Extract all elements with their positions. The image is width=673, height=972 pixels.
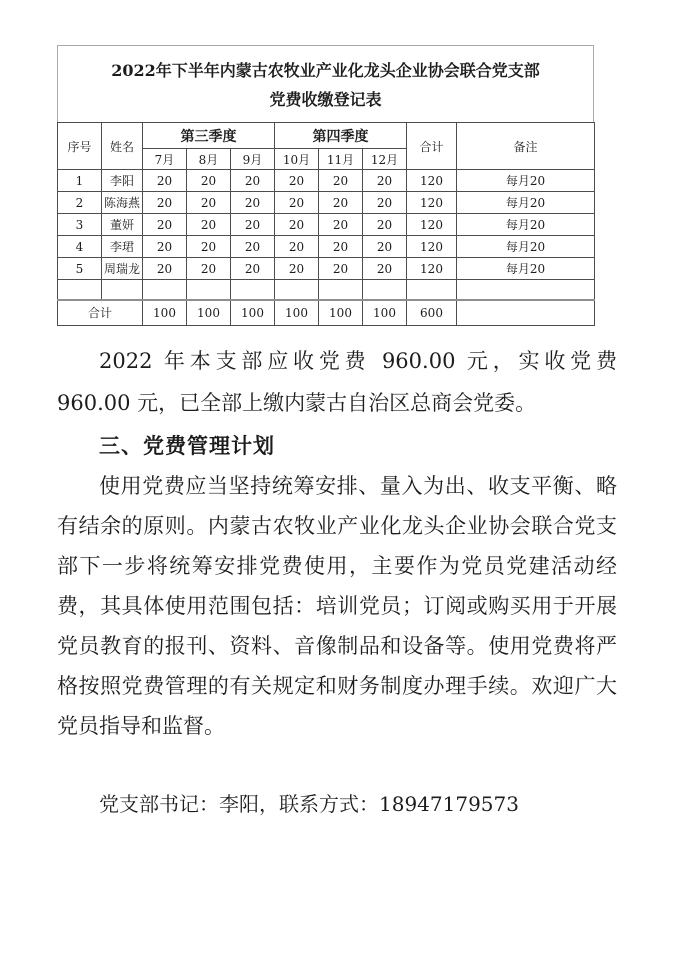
paragraph-secretary-contact: 党支部书记：李阳，联系方式：18947179573 (99, 792, 519, 816)
cell-name: 李珺 (102, 236, 143, 258)
header-row-quarters (58, 123, 595, 149)
table-row (58, 192, 595, 214)
cell-month: 20 (319, 192, 363, 214)
cell-month: 20 (231, 236, 275, 258)
cell-remark: 每月20 (457, 214, 595, 236)
cell-name (102, 280, 143, 300)
cell-month: 20 (275, 170, 319, 192)
cell-month (187, 280, 231, 300)
header-total: 合计 (407, 123, 457, 170)
cell-month: 20 (187, 170, 231, 192)
table-title-line1: 2022年下半年内蒙古农牧业产业化龙头企业协会联合党支部 (111, 61, 540, 80)
header-remark: 备注 (457, 123, 595, 170)
cell-no: 2 (58, 192, 102, 214)
cell-month: 20 (363, 214, 407, 236)
header-no: 序号 (58, 123, 102, 170)
cell-month: 20 (363, 258, 407, 280)
total-row-label: 合计 (58, 300, 143, 326)
fee-table (57, 122, 595, 326)
cell-month: 20 (143, 170, 187, 192)
table-title-line2: 党费收缴登记表 (269, 90, 382, 109)
cell-total: 120 (407, 258, 457, 280)
total-cell-sum: 600 (407, 300, 457, 326)
cell-month: 20 (275, 258, 319, 280)
cell-total: 120 (407, 170, 457, 192)
cell-month: 20 (319, 236, 363, 258)
header-quarter4: 第四季度 (275, 123, 407, 149)
paragraph-fee-usage-plan: 使用党费应当坚持统筹安排、量入为出、收支平衡、略有结余的原则。内蒙古农牧业产业化龙头企业协会联合党支部下一步将统筹安排党费使用，主要作为党员党建活动经费，其具体使用范围包括：培训党员；订阅或购买用于开展党员教育的报刊、资料、音像制品和设备等。使用党费将严格按照党费管理的有关规定和财务制度办理手续。欢迎广大党员指导和监督。 (57, 474, 617, 738)
cell-month: 20 (231, 258, 275, 280)
cell-total: 120 (407, 236, 457, 258)
header-month-aug: 8月 (187, 149, 231, 170)
cell-month (231, 280, 275, 300)
header-month-nov: 11月 (319, 149, 363, 170)
header-name: 姓名 (102, 123, 143, 170)
section-heading-fee-management-plan: 三、党费管理计划 (99, 434, 275, 458)
table-title-box (57, 45, 594, 122)
total-cell-month: 100 (275, 300, 319, 326)
header-month-dec: 12月 (363, 149, 407, 170)
paragraph-fee-summary: 2022 年本支部应收党费 960.00 元，实收党费 960.00 元，已全部上缴内蒙古自治区总商会党委。 (57, 349, 617, 415)
cell-month: 20 (363, 236, 407, 258)
total-cell-month: 100 (143, 300, 187, 326)
table-row (58, 214, 595, 236)
cell-name: 董妍 (102, 214, 143, 236)
cell-total: 120 (407, 192, 457, 214)
cell-month: 20 (319, 170, 363, 192)
cell-month (143, 280, 187, 300)
cell-name: 陈海燕 (102, 192, 143, 214)
cell-month: 20 (187, 236, 231, 258)
cell-no: 3 (58, 214, 102, 236)
cell-month: 20 (275, 192, 319, 214)
total-cell-month: 100 (187, 300, 231, 326)
cell-no: 4 (58, 236, 102, 258)
cell-total (407, 280, 457, 300)
table-row-empty (58, 280, 595, 300)
table-row (58, 258, 595, 280)
cell-month: 20 (275, 214, 319, 236)
total-cell-month: 100 (231, 300, 275, 326)
cell-month: 20 (319, 258, 363, 280)
header-month-jul: 7月 (143, 149, 187, 170)
cell-total: 120 (407, 214, 457, 236)
cell-month: 20 (319, 214, 363, 236)
cell-month: 20 (231, 192, 275, 214)
cell-month: 20 (363, 192, 407, 214)
cell-month: 20 (231, 170, 275, 192)
total-cell-month: 100 (319, 300, 363, 326)
cell-no: 1 (58, 170, 102, 192)
total-cell-month: 100 (363, 300, 407, 326)
header-quarter3: 第三季度 (143, 123, 275, 149)
table-row (58, 236, 595, 258)
header-month-oct: 10月 (275, 149, 319, 170)
cell-month: 20 (231, 214, 275, 236)
cell-name: 李阳 (102, 170, 143, 192)
cell-month (363, 280, 407, 300)
cell-no: 5 (58, 258, 102, 280)
cell-month: 20 (143, 236, 187, 258)
total-cell-remark (457, 300, 595, 326)
cell-month: 20 (187, 258, 231, 280)
cell-month: 20 (187, 214, 231, 236)
cell-remark: 每月20 (457, 258, 595, 280)
cell-month (275, 280, 319, 300)
cell-month: 20 (143, 258, 187, 280)
cell-no (58, 280, 102, 300)
cell-month: 20 (363, 170, 407, 192)
cell-month: 20 (187, 192, 231, 214)
cell-month (319, 280, 363, 300)
cell-name: 周瑞龙 (102, 258, 143, 280)
cell-remark: 每月20 (457, 170, 595, 192)
cell-remark: 每月20 (457, 236, 595, 258)
cell-month: 20 (143, 214, 187, 236)
table-row (58, 170, 595, 192)
cell-month: 20 (275, 236, 319, 258)
header-month-sep: 9月 (231, 149, 275, 170)
table-total-row (58, 300, 595, 326)
cell-month: 20 (143, 192, 187, 214)
cell-remark (457, 280, 595, 300)
cell-remark: 每月20 (457, 192, 595, 214)
